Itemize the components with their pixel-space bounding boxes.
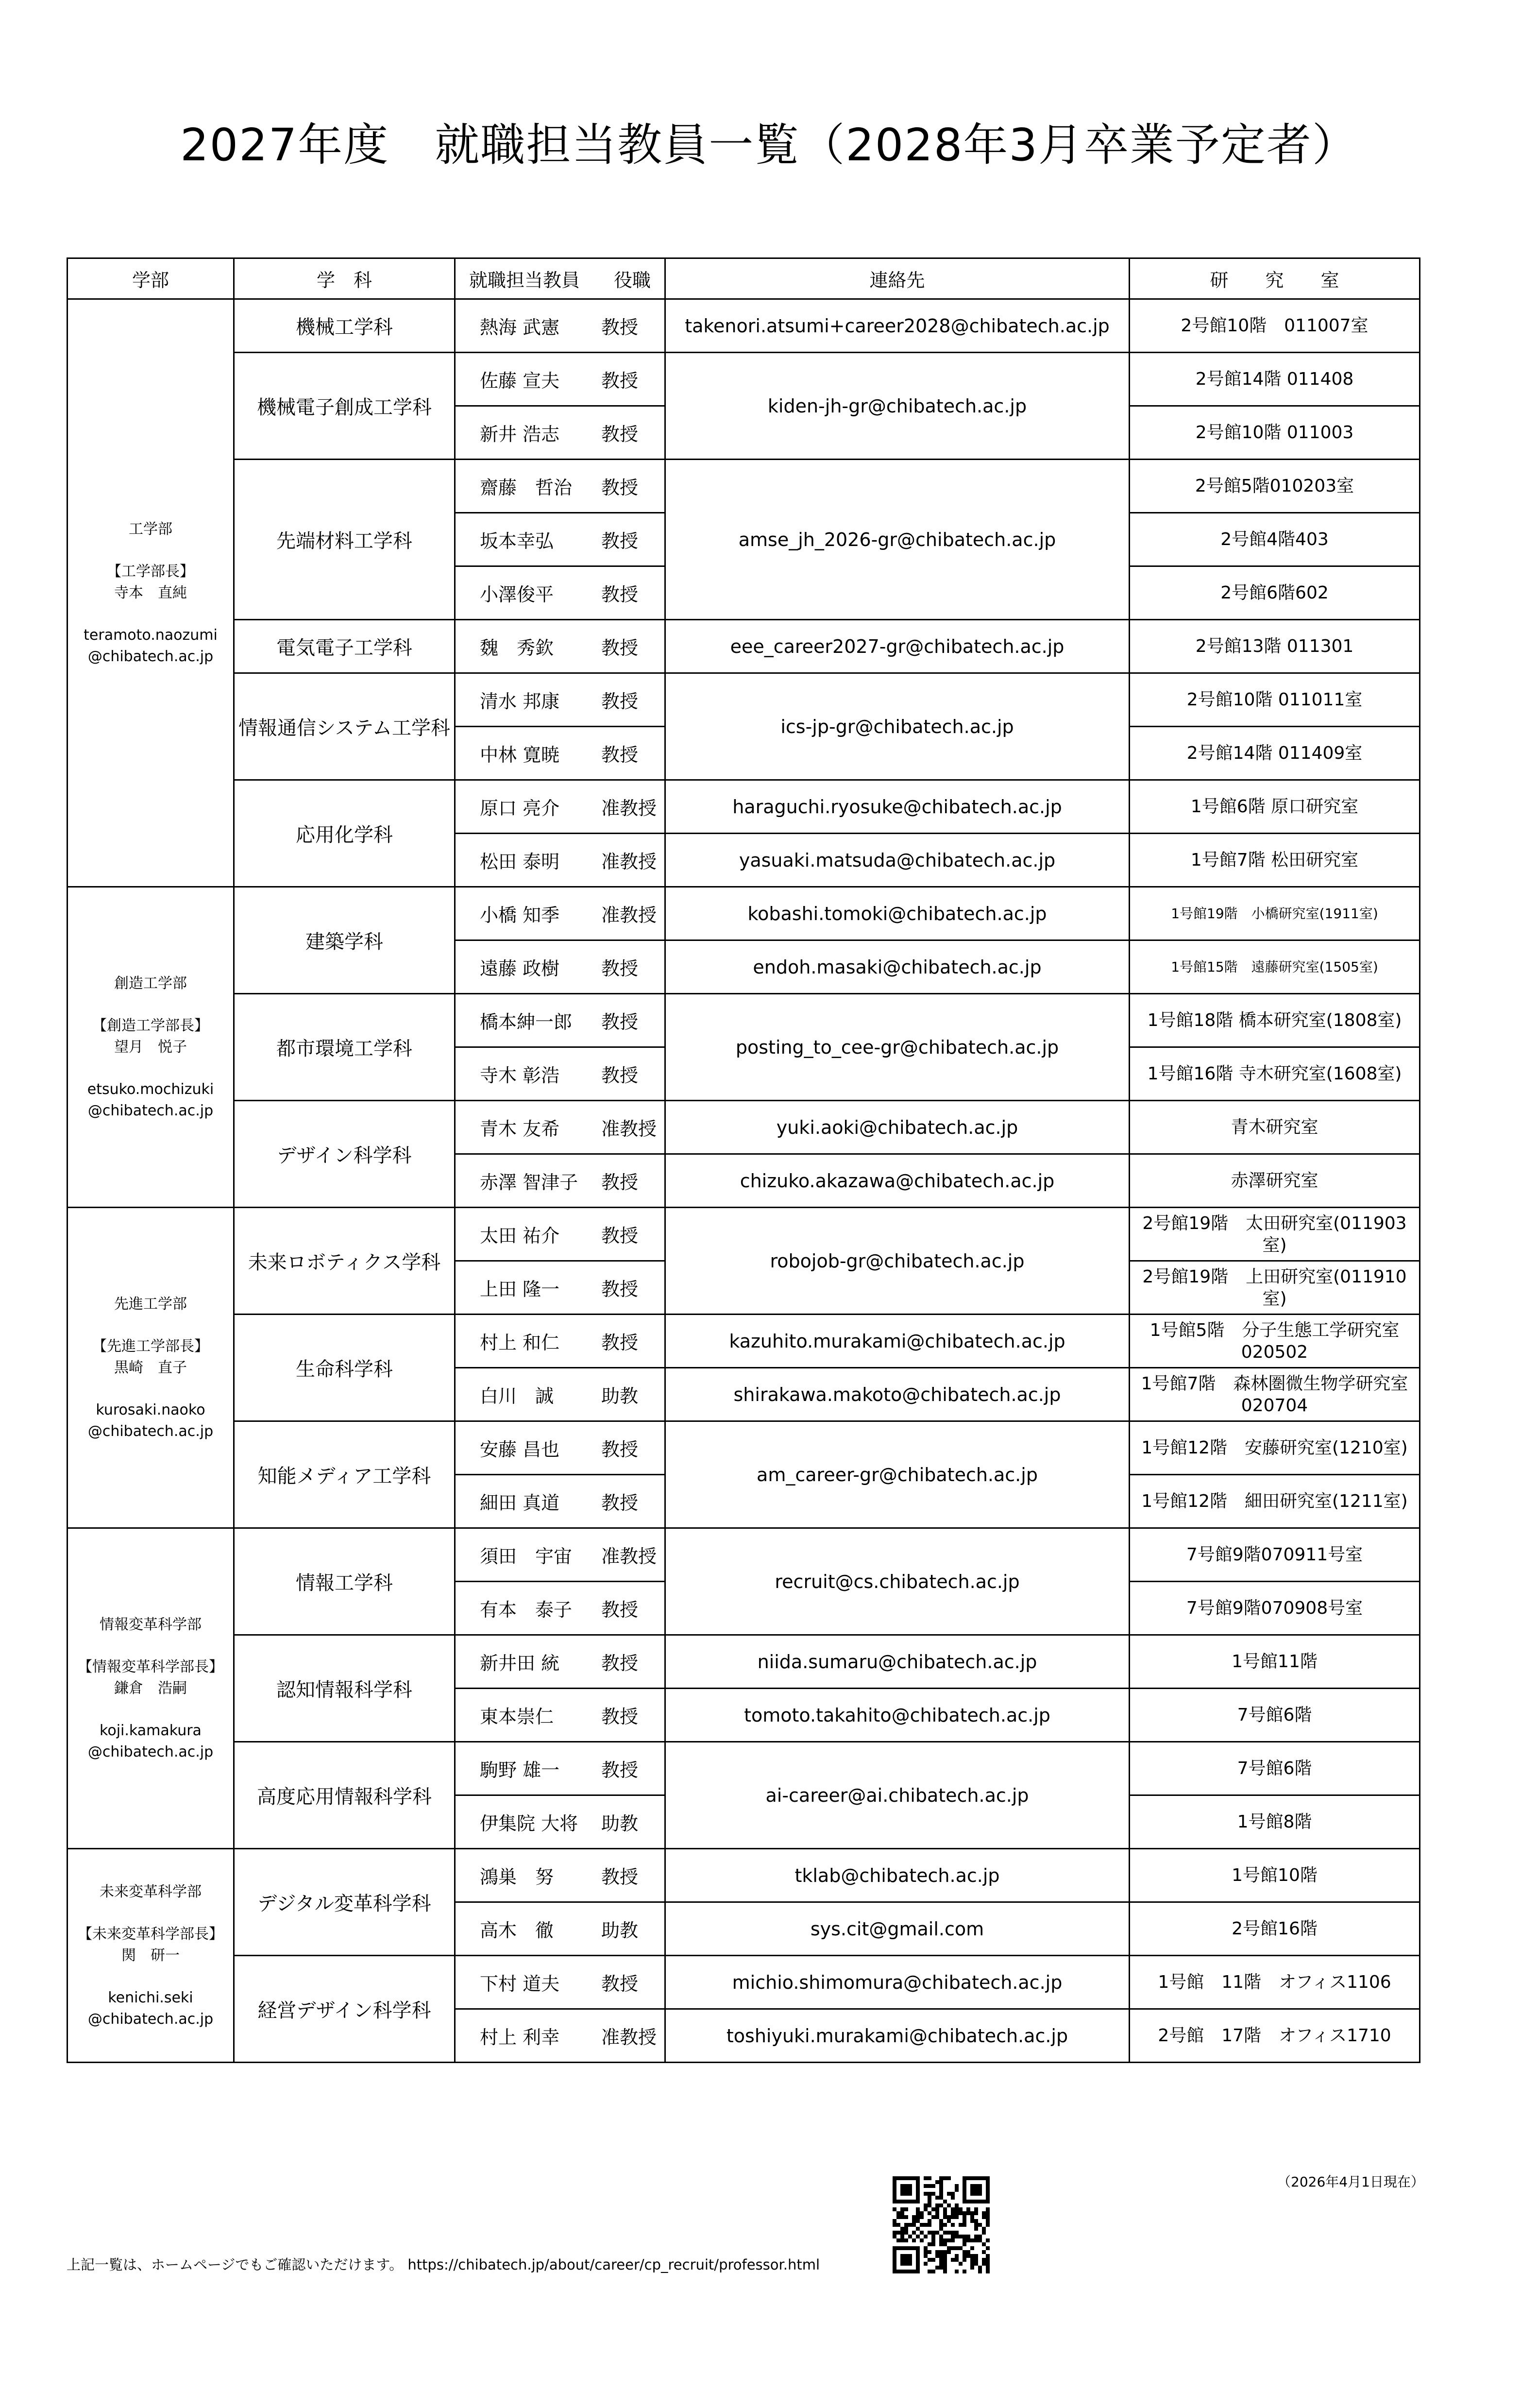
room-location: 7号館6階 [1130,1742,1420,1795]
room-location: 1号館 11階 オフィス1106 [1130,1956,1420,2009]
teacher-name: 村上 和仁 [480,1332,560,1353]
footer-note: 上記一覧は、ホームページでもご確認いただけます。 https://chibatech.jp/about/career/cp_recruit/professor.html [67,2256,820,2273]
teacher-name: 魏 秀欽 [480,637,554,659]
room-location: 2号館19階 上田研究室(011910室) [1130,1261,1420,1315]
teacher-cell [455,1849,665,1902]
teacher-position: 教授 [601,1225,639,1247]
room-location: 2号館13階 011301 [1130,620,1420,673]
room-location: 2号館4階403 [1130,513,1420,566]
table-row [68,673,1420,727]
teacher-cell [455,1421,665,1475]
table-row [68,460,1420,513]
header-position-label: 役職 [614,270,651,291]
dean-email-domain[interactable]: @chibatech.ac.jp [87,1102,214,1119]
teacher-cell [455,1795,665,1849]
teacher-cell [455,780,665,834]
teacher-name: 熱海 武憲 [480,317,560,338]
teacher-name: 村上 利幸 [480,2027,560,2048]
teacher-name: 松田 泰明 [480,851,560,872]
teacher-cell [455,887,665,940]
room-location: 1号館18階 橋本研究室(1808室) [1130,994,1420,1047]
teacher-position: 助教 [601,1385,639,1407]
teacher-position: 教授 [601,1706,639,1727]
table-row [68,1208,1420,1261]
teacher-position: 教授 [601,637,639,659]
header-department: 学 科 [234,258,455,299]
teacher-name: 赤澤 智津子 [480,1172,578,1193]
dean-name: 望月 悦子 [114,1038,187,1056]
contact-email[interactable]: shirakawa.makoto@chibatech.ac.jp [665,1368,1130,1421]
teacher-cell [455,834,665,887]
teacher-name: 橋本紳一郎 [480,1011,573,1033]
teacher-cell [455,566,665,620]
room-location: 7号館9階070908号室 [1130,1582,1420,1635]
table-header-row [68,258,1420,299]
teacher-position: 教授 [601,1492,639,1514]
contact-email[interactable]: kobashi.tomoki@chibatech.ac.jp [665,887,1130,940]
room-location: 2号館14階 011409室 [1130,727,1420,780]
teacher-cell [455,1528,665,1582]
room-location: 1号館12階 細田研究室(1211室) [1130,1475,1420,1528]
room-location: 1号館7階 松田研究室 [1130,834,1420,887]
contact-email[interactable]: michio.shimomura@chibatech.ac.jp [665,1956,1130,2009]
teacher-name: 佐藤 宣夫 [480,370,560,392]
teacher-name: 寺木 彰浩 [480,1065,560,1086]
dean-email[interactable]: koji.kamakura [100,1722,202,1740]
contact-email[interactable]: tklab@chibatech.ac.jp [665,1849,1130,1902]
teacher-position: 教授 [601,1065,639,1086]
dean-name: 寺本 直純 [114,584,187,601]
teacher-position: 教授 [601,691,639,712]
teacher-name: 太田 祐介 [480,1225,560,1247]
teacher-name: 下村 道夫 [480,1973,560,1995]
teacher-position: 准教授 [601,905,657,926]
contact-email[interactable]: kiden-jh-gr@chibatech.ac.jp [665,353,1130,460]
teacher-position: 教授 [601,744,639,766]
as-of-date: （2026年4月1日現在） [1277,2174,1424,2190]
dean-email-domain[interactable]: @chibatech.ac.jp [87,648,214,665]
room-location: 1号館11階 [1130,1635,1420,1689]
teacher-cell [455,1154,665,1208]
room-location: 7号館9階070911号室 [1130,1528,1420,1582]
teacher-cell [455,1047,665,1101]
table-row [68,1315,1420,1368]
teacher-cell [455,1956,665,2009]
faculty-cell [68,1849,234,2063]
department-name: 建築学科 [234,887,455,994]
dean-email-domain[interactable]: @chibatech.ac.jp [87,1743,214,1760]
contact-email[interactable]: haraguchi.ryosuke@chibatech.ac.jp [665,780,1130,834]
contact-email[interactable]: niida.sumaru@chibatech.ac.jp [665,1635,1130,1689]
teacher-cell [455,994,665,1047]
table-row [68,1956,1420,2009]
teacher-position: 教授 [601,1759,639,1781]
room-location: 2号館6階602 [1130,566,1420,620]
faculty-name: 工学部 [129,520,172,538]
dean-title: 【情報変革科学部長】 [78,1658,223,1676]
teacher-position: 教授 [601,530,639,552]
teacher-cell [455,513,665,566]
faculty-table [67,257,1420,2063]
table-row [68,994,1420,1047]
department-name: デザイン科学科 [234,1101,455,1208]
department-name: 機械電子創成工学科 [234,353,455,460]
contact-email[interactable]: yasuaki.matsuda@chibatech.ac.jp [665,834,1130,887]
teacher-position: 教授 [601,1599,639,1621]
table-row [68,780,1420,834]
faculty-name: 未来変革科学部 [100,1883,202,1900]
table-row [68,1635,1420,1689]
teacher-name: 小橋 知季 [480,905,560,926]
teacher-cell [455,1368,665,1421]
department-name: 情報通信システム工学科 [234,673,455,780]
dean-email[interactable]: kenichi.seki [108,1989,193,2007]
teacher-position: 助教 [601,1813,639,1834]
department-name: 未来ロボティクス学科 [234,1208,455,1315]
teacher-cell [455,1208,665,1261]
teacher-position: 教授 [601,1172,639,1193]
department-name: 認知情報科学科 [234,1635,455,1742]
contact-email[interactable]: eee_career2027-gr@chibatech.ac.jp [665,620,1130,673]
table-row [68,1849,1420,1902]
teacher-position: 教授 [601,584,639,605]
teacher-position: 教授 [601,1439,639,1460]
dean-email[interactable]: kurosaki.naoko [96,1401,205,1419]
contact-email[interactable]: toshiyuki.murakami@chibatech.ac.jp [665,2009,1130,2063]
teacher-position: 助教 [601,1920,639,1941]
contact-email[interactable]: posting_to_cee-gr@chibatech.ac.jp [665,994,1130,1101]
faculty-cell [68,299,234,887]
room-location: 1号館6階 原口研究室 [1130,780,1420,834]
dean-title: 【創造工学部長】 [92,1017,209,1035]
faculty-name: 創造工学部 [114,974,187,992]
teacher-name: 安藤 昌也 [480,1439,560,1460]
department-name: デジタル変革科学科 [234,1849,455,1956]
room-location: 赤澤研究室 [1130,1154,1420,1208]
teacher-cell [455,673,665,727]
teacher-name: 原口 亮介 [480,798,560,819]
teacher-name: 駒野 雄一 [480,1759,560,1781]
department-name: 電気電子工学科 [234,620,455,673]
room-location: 2号館14階 011408 [1130,353,1420,406]
faculty-name: 情報変革科学部 [100,1616,202,1633]
teacher-name: 清水 邦康 [480,691,560,712]
teacher-position: 教授 [601,1866,639,1888]
teacher-name: 有本 泰子 [480,1599,573,1621]
dean-title: 【未来変革科学部長】 [78,1926,223,1943]
department-name: 知能メディア工学科 [234,1421,455,1528]
teacher-cell [455,406,665,460]
faculty-cell [68,1208,234,1528]
room-location: 7号館6階 [1130,1689,1420,1742]
teacher-name: 中林 寛暁 [480,744,560,766]
teacher-position: 教授 [601,958,639,979]
room-location: 1号館7階 森林圏微生物学研究室 020704 [1130,1368,1420,1421]
contact-email[interactable]: am_career-gr@chibatech.ac.jp [665,1421,1130,1528]
teacher-cell [455,727,665,780]
department-name: 先端材料工学科 [234,460,455,620]
teacher-cell [455,1902,665,1956]
room-location: 1号館16階 寺木研究室(1608室) [1130,1047,1420,1101]
teacher-name: 高木 徹 [480,1920,554,1941]
teacher-cell [455,620,665,673]
teacher-name: 新井 浩志 [480,424,560,445]
contact-email[interactable]: sys.cit@gmail.com [665,1902,1130,1956]
dean-name: 黒崎 直子 [114,1359,187,1376]
department-name: 都市環境工学科 [234,994,455,1101]
department-name: 経営デザイン科学科 [234,1956,455,2063]
teacher-cell [455,940,665,994]
teacher-name: 小澤俊平 [480,584,554,605]
contact-email[interactable]: recruit@cs.chibatech.ac.jp [665,1528,1130,1635]
dean-title: 【先進工学部長】 [92,1338,209,1355]
contact-email[interactable]: ics-jp-gr@chibatech.ac.jp [665,673,1130,780]
room-location: 青木研究室 [1130,1101,1420,1154]
dean-title: 【工学部長】 [107,563,194,581]
room-location: 2号館16階 [1130,1902,1420,1956]
teacher-position: 准教授 [601,851,657,872]
dean-email[interactable]: teramoto.naozumi [84,627,218,644]
room-location: 1号館10階 [1130,1849,1420,1902]
header-room: 研 究 室 [1130,258,1420,299]
table-row [68,887,1420,940]
teacher-name: 坂本幸弘 [480,530,554,552]
teacher-position: 准教授 [601,2027,657,2048]
table-row [68,1742,1420,1795]
table-row [68,1421,1420,1475]
department-name: 応用化学科 [234,780,455,887]
header-teacher [455,258,665,299]
teacher-name: 新井田 統 [480,1653,560,1674]
faculty-name: 先進工学部 [114,1295,187,1313]
teacher-cell [455,1101,665,1154]
table-row [68,1528,1420,1582]
qr-code-image [893,2176,990,2273]
teacher-name: 青木 友希 [480,1118,560,1140]
room-location: 1号館5階 分子生態工学研究室 020502 [1130,1315,1420,1368]
teacher-cell [455,1475,665,1528]
department-name: 機械工学科 [234,299,455,353]
contact-email[interactable]: kazuhito.murakami@chibatech.ac.jp [665,1315,1130,1368]
dean-name: 関 研一 [121,1947,180,1964]
teacher-position: 教授 [601,424,639,445]
table-row [68,299,1420,353]
faculty-cell [68,887,234,1208]
header-contact: 連絡先 [665,258,1130,299]
teacher-position: 教授 [601,1279,639,1300]
teacher-position: 教授 [601,1973,639,1995]
contact-email[interactable]: yuki.aoki@chibatech.ac.jp [665,1101,1130,1154]
teacher-position: 准教授 [601,798,657,819]
teacher-position: 准教授 [601,1546,657,1567]
header-faculty: 学部 [68,258,234,299]
teacher-position: 教授 [601,477,639,498]
teacher-cell [455,1742,665,1795]
contact-email[interactable]: amse_jh_2026-gr@chibatech.ac.jp [665,460,1130,620]
teacher-cell [455,299,665,353]
dean-email-domain[interactable]: @chibatech.ac.jp [87,2010,214,2028]
teacher-cell [455,1261,665,1315]
teacher-name: 遠藤 政樹 [480,958,560,979]
room-location: 2号館10階 011007室 [1130,299,1420,353]
room-location: 2号館 17階 オフィス1710 [1130,2009,1420,2063]
dean-name: 鎌倉 浩嗣 [114,1679,187,1697]
teacher-cell [455,2009,665,2063]
teacher-name: 齋藤 哲治 [480,477,573,498]
department-name: 高度応用情報科学科 [234,1742,455,1849]
table-row [68,353,1420,406]
teacher-position: 教授 [601,1653,639,1674]
contact-email[interactable]: ai-career@ai.chibatech.ac.jp [665,1742,1130,1849]
teacher-name: 須田 宇宙 [480,1546,573,1567]
room-location: 1号館19階 小橋研究室(1911室) [1130,887,1420,940]
teacher-cell [455,460,665,513]
teacher-position: 教授 [601,370,639,392]
dean-email[interactable]: etsuko.mochizuki [87,1081,214,1098]
teacher-name: 鴻巣 努 [480,1866,554,1888]
table-row [68,620,1420,673]
department-name: 情報工学科 [234,1528,455,1635]
room-location: 1号館12階 安藤研究室(1210室) [1130,1421,1420,1475]
faculty-cell [68,1528,234,1849]
teacher-name: 細田 真道 [480,1492,560,1514]
contact-email[interactable]: robojob-gr@chibatech.ac.jp [665,1208,1130,1315]
room-location: 1号館8階 [1130,1795,1420,1849]
teacher-name: 東本崇仁 [480,1706,554,1727]
teacher-position: 教授 [601,317,639,338]
room-location: 2号館10階 011003 [1130,406,1420,460]
teacher-name: 白川 誠 [480,1385,554,1407]
room-location: 1号館15階 遠藤研究室(1505室) [1130,940,1420,994]
room-location: 2号館10階 011011室 [1130,673,1420,727]
teacher-position: 教授 [601,1011,639,1033]
teacher-position: 教授 [601,1332,639,1353]
teacher-cell [455,353,665,406]
contact-email[interactable]: chizuko.akazawa@chibatech.ac.jp [665,1154,1130,1208]
dean-email-domain[interactable]: @chibatech.ac.jp [87,1422,214,1440]
teacher-position: 准教授 [601,1118,657,1140]
department-name: 生命科学科 [234,1315,455,1421]
room-location: 2号館5階010203室 [1130,460,1420,513]
room-location: 2号館19階 太田研究室(011903室) [1130,1208,1420,1261]
teacher-cell [455,1582,665,1635]
teacher-cell [455,1689,665,1742]
teacher-name: 上田 隆一 [480,1279,560,1300]
contact-email[interactable]: endoh.masaki@chibatech.ac.jp [665,940,1130,994]
table-row [68,1101,1420,1154]
contact-email[interactable]: tomoto.takahito@chibatech.ac.jp [665,1689,1130,1742]
teacher-cell [455,1315,665,1368]
teacher-name: 伊集院 大将 [480,1813,578,1834]
header-teacher-label: 就職担当教員 [469,270,580,291]
contact-email[interactable]: takenori.atsumi+career2028@chibatech.ac.jp [665,299,1130,353]
page-title: 2027年度 就職担当教員一覧（2028年3月卒業予定者） [180,119,1358,171]
teacher-cell [455,1635,665,1689]
